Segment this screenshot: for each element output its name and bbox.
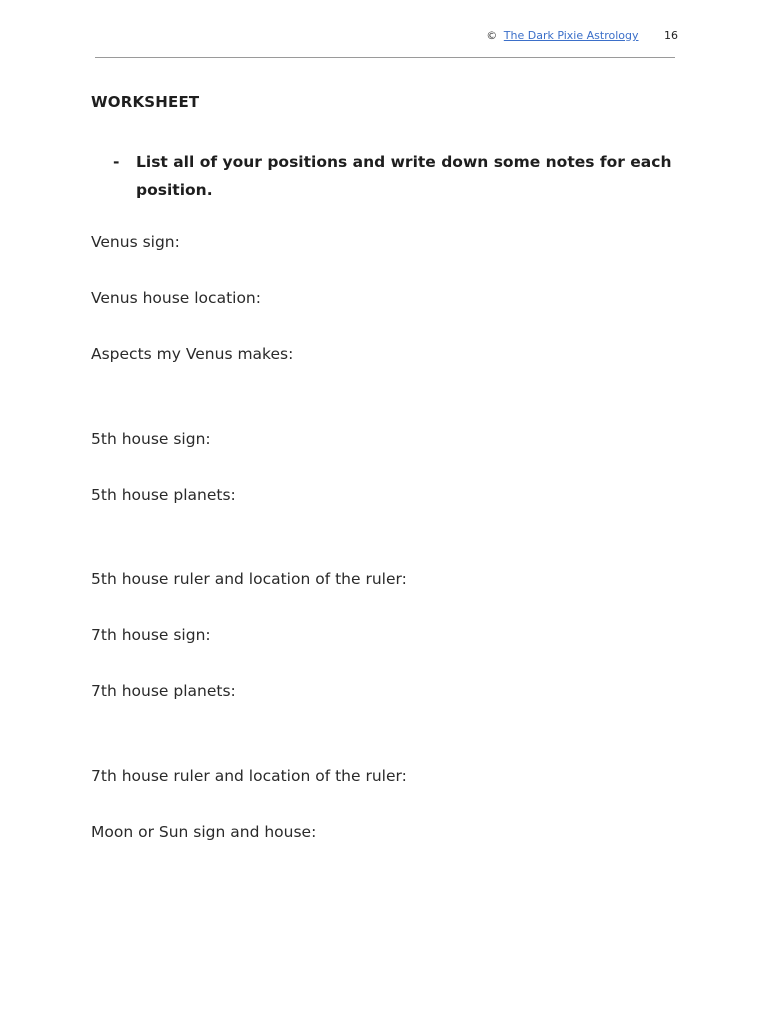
field-7th-house-planets: 7th house planets:	[91, 682, 236, 700]
field-moon-sun-sign-house: Moon or Sun sign and house:	[91, 823, 317, 841]
field-5th-house-sign: 5th house sign:	[91, 430, 211, 448]
author-link[interactable]: The Dark Pixie Astrology	[503, 29, 639, 42]
field-5th-house-ruler: 5th house ruler and location of the ruler:	[91, 570, 407, 588]
instruction-text: List all of your positions and write down some notes for each position.	[136, 153, 672, 199]
page-header	[486, 29, 678, 42]
field-venus-house-location: Venus house location:	[91, 289, 261, 307]
copyright-symbol: ©	[486, 29, 498, 42]
field-5th-house-planets: 5th house planets:	[91, 486, 236, 504]
header-divider	[95, 57, 675, 58]
field-venus-sign: Venus sign:	[91, 233, 180, 251]
instruction-item	[113, 148, 673, 204]
worksheet-title: WORKSHEET	[91, 93, 200, 111]
bullet-dash: -	[113, 153, 120, 171]
field-venus-aspects: Aspects my Venus makes:	[91, 345, 294, 363]
field-7th-house-ruler: 7th house ruler and location of the ruler:	[91, 767, 407, 785]
page-number: 16	[664, 29, 678, 42]
field-7th-house-sign: 7th house sign:	[91, 626, 211, 644]
